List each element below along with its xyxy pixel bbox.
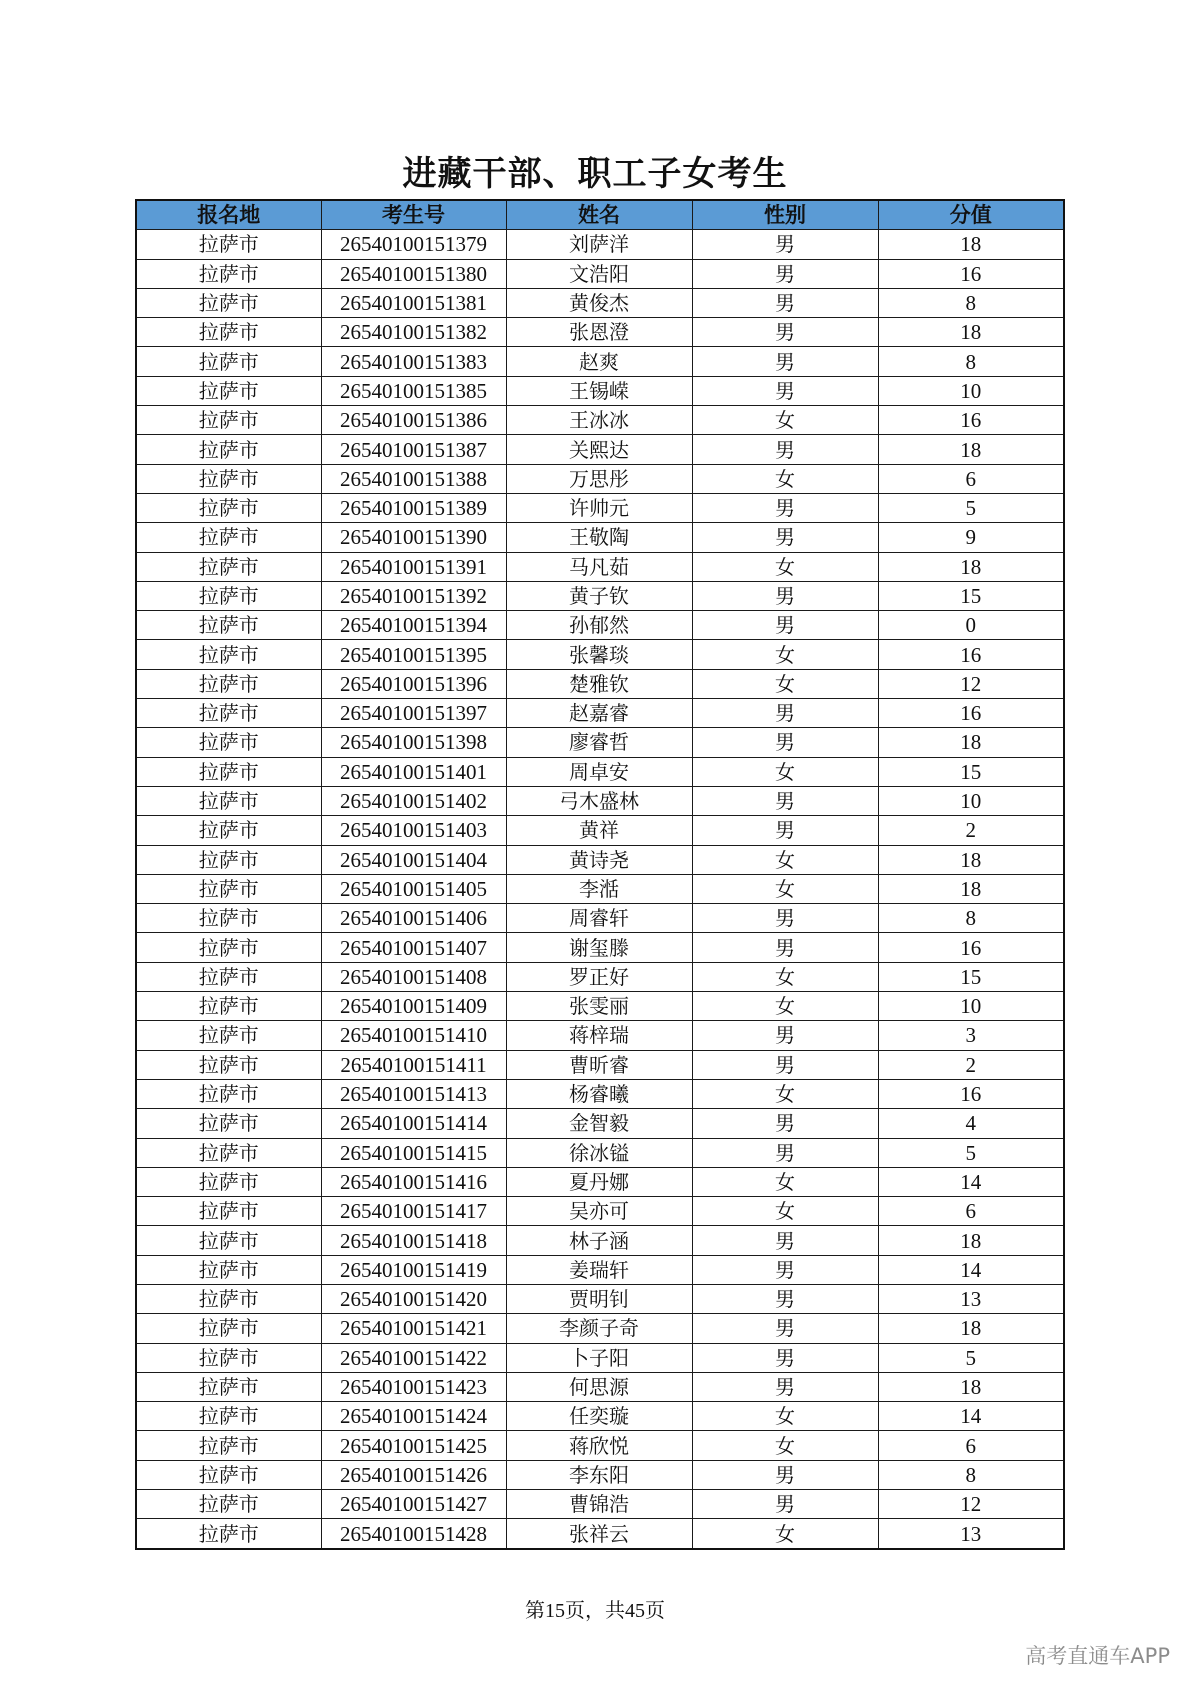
cell-name: 林子涵: [506, 1226, 692, 1255]
cell-score: 2: [878, 816, 1064, 845]
cell-region: 拉萨市: [136, 318, 321, 347]
table-row: [136, 1431, 1064, 1460]
table-row: [136, 464, 1064, 493]
cell-name: 张恩澄: [506, 318, 692, 347]
cell-gender: 女: [692, 552, 878, 581]
cell-gender: 男: [692, 1314, 878, 1343]
cell-name: 弓木盛林: [506, 786, 692, 815]
cell-gender: 女: [692, 1431, 878, 1460]
cell-region: 拉萨市: [136, 757, 321, 786]
cell-region: 拉萨市: [136, 1167, 321, 1196]
cell-exam-number: 26540100151426: [321, 1460, 506, 1489]
cell-exam-number: 26540100151413: [321, 1079, 506, 1108]
cell-gender: 女: [692, 464, 878, 493]
table-row: [136, 1490, 1064, 1519]
cell-gender: 男: [692, 1226, 878, 1255]
table-row: [136, 1284, 1064, 1313]
cell-exam-number: 26540100151396: [321, 669, 506, 698]
cell-gender: 男: [692, 1490, 878, 1519]
watermark: 高考直通车APP: [1025, 1644, 1170, 1668]
cell-gender: 男: [692, 1284, 878, 1313]
table-row: [136, 376, 1064, 405]
cell-gender: 男: [692, 611, 878, 640]
cell-region: 拉萨市: [136, 1021, 321, 1050]
cell-exam-number: 26540100151417: [321, 1197, 506, 1226]
cell-name: 姜瑞轩: [506, 1255, 692, 1284]
cell-gender: 女: [692, 1402, 878, 1431]
table-row: [136, 874, 1064, 903]
column-header-score: 分值: [878, 200, 1064, 230]
cell-exam-number: 26540100151397: [321, 699, 506, 728]
table-row: [136, 816, 1064, 845]
cell-score: 5: [878, 1138, 1064, 1167]
cell-score: 6: [878, 1431, 1064, 1460]
cell-exam-number: 26540100151418: [321, 1226, 506, 1255]
cell-exam-number: 26540100151394: [321, 611, 506, 640]
cell-score: 15: [878, 962, 1064, 991]
cell-gender: 男: [692, 259, 878, 288]
table-row: [136, 523, 1064, 552]
cell-score: 16: [878, 640, 1064, 669]
cell-region: 拉萨市: [136, 699, 321, 728]
cell-region: 拉萨市: [136, 845, 321, 874]
cell-name: 黄俊杰: [506, 288, 692, 317]
cell-score: 18: [878, 874, 1064, 903]
table-row: [136, 757, 1064, 786]
cell-gender: 女: [692, 1197, 878, 1226]
table-row: [136, 1314, 1064, 1343]
cell-exam-number: 26540100151416: [321, 1167, 506, 1196]
page-number: 第15页，共45页: [525, 1600, 665, 1622]
cell-score: 18: [878, 552, 1064, 581]
cell-exam-number: 26540100151427: [321, 1490, 506, 1519]
cell-exam-number: 26540100151388: [321, 464, 506, 493]
cell-gender: 男: [692, 288, 878, 317]
cell-region: 拉萨市: [136, 435, 321, 464]
cell-region: 拉萨市: [136, 493, 321, 522]
cell-region: 拉萨市: [136, 552, 321, 581]
cell-score: 9: [878, 523, 1064, 552]
cell-name: 李东阳: [506, 1460, 692, 1489]
cell-name: 金智毅: [506, 1109, 692, 1138]
cell-exam-number: 26540100151425: [321, 1431, 506, 1460]
cell-exam-number: 26540100151386: [321, 406, 506, 435]
cell-region: 拉萨市: [136, 1519, 321, 1549]
cell-region: 拉萨市: [136, 1431, 321, 1460]
table-row: [136, 318, 1064, 347]
cell-gender: 男: [692, 816, 878, 845]
cell-gender: 男: [692, 904, 878, 933]
cell-region: 拉萨市: [136, 581, 321, 610]
cell-region: 拉萨市: [136, 1284, 321, 1313]
cell-score: 18: [878, 728, 1064, 757]
cell-gender: 女: [692, 669, 878, 698]
table-row: [136, 1343, 1064, 1372]
cell-gender: 女: [692, 406, 878, 435]
cell-gender: 男: [692, 581, 878, 610]
table-row: [136, 1167, 1064, 1196]
table-row: [136, 904, 1064, 933]
cell-exam-number: 26540100151406: [321, 904, 506, 933]
cell-exam-number: 26540100151385: [321, 376, 506, 405]
cell-score: 6: [878, 464, 1064, 493]
cell-exam-number: 26540100151422: [321, 1343, 506, 1372]
cell-score: 15: [878, 581, 1064, 610]
cell-region: 拉萨市: [136, 1197, 321, 1226]
cell-name: 张祥云: [506, 1519, 692, 1549]
cell-score: 16: [878, 1079, 1064, 1108]
table-row: [136, 435, 1064, 464]
cell-exam-number: 26540100151409: [321, 992, 506, 1021]
table-row: [136, 1519, 1064, 1549]
cell-region: 拉萨市: [136, 1490, 321, 1519]
cell-exam-number: 26540100151389: [321, 493, 506, 522]
cell-exam-number: 26540100151382: [321, 318, 506, 347]
cell-name: 夏丹娜: [506, 1167, 692, 1196]
cell-gender: 男: [692, 1109, 878, 1138]
cell-exam-number: 26540100151401: [321, 757, 506, 786]
cell-name: 卜子阳: [506, 1343, 692, 1372]
cell-gender: 男: [692, 1343, 878, 1372]
column-header-gender: 性别: [692, 200, 878, 230]
cell-gender: 男: [692, 318, 878, 347]
cell-gender: 男: [692, 728, 878, 757]
table-body: [136, 230, 1064, 1549]
cell-name: 孙郁然: [506, 611, 692, 640]
cell-score: 10: [878, 376, 1064, 405]
cell-exam-number: 26540100151403: [321, 816, 506, 845]
table-row: [136, 640, 1064, 669]
cell-region: 拉萨市: [136, 1226, 321, 1255]
cell-gender: 男: [692, 1460, 878, 1489]
cell-gender: 男: [692, 699, 878, 728]
cell-region: 拉萨市: [136, 259, 321, 288]
cell-name: 黄子钦: [506, 581, 692, 610]
cell-region: 拉萨市: [136, 1343, 321, 1372]
cell-name: 罗正好: [506, 962, 692, 991]
cell-score: 12: [878, 669, 1064, 698]
cell-region: 拉萨市: [136, 933, 321, 962]
cell-name: 万思彤: [506, 464, 692, 493]
cell-name: 周睿轩: [506, 904, 692, 933]
cell-name: 黄诗尧: [506, 845, 692, 874]
cell-gender: 男: [692, 1372, 878, 1401]
cell-gender: 女: [692, 992, 878, 1021]
cell-exam-number: 26540100151424: [321, 1402, 506, 1431]
cell-gender: 男: [692, 493, 878, 522]
cell-score: 18: [878, 1372, 1064, 1401]
cell-gender: 女: [692, 1519, 878, 1549]
cell-region: 拉萨市: [136, 669, 321, 698]
cell-score: 5: [878, 493, 1064, 522]
cell-gender: 男: [692, 1138, 878, 1167]
table-row: [136, 699, 1064, 728]
cell-name: 王冰冰: [506, 406, 692, 435]
cell-score: 14: [878, 1402, 1064, 1431]
cell-exam-number: 26540100151410: [321, 1021, 506, 1050]
cell-gender: 男: [692, 347, 878, 376]
cell-exam-number: 26540100151398: [321, 728, 506, 757]
cell-region: 拉萨市: [136, 874, 321, 903]
cell-name: 廖睿哲: [506, 728, 692, 757]
cell-name: 蒋梓瑞: [506, 1021, 692, 1050]
cell-gender: 男: [692, 1050, 878, 1079]
cell-score: 16: [878, 933, 1064, 962]
cell-region: 拉萨市: [136, 1079, 321, 1108]
cell-gender: 女: [692, 1167, 878, 1196]
table-row: [136, 992, 1064, 1021]
table-row: [136, 1050, 1064, 1079]
cell-score: 6: [878, 1197, 1064, 1226]
cell-exam-number: 26540100151380: [321, 259, 506, 288]
cell-exam-number: 26540100151414: [321, 1109, 506, 1138]
cell-exam-number: 26540100151411: [321, 1050, 506, 1079]
table-row: [136, 786, 1064, 815]
cell-gender: 男: [692, 523, 878, 552]
cell-exam-number: 26540100151387: [321, 435, 506, 464]
table-row: [136, 669, 1064, 698]
cell-score: 18: [878, 435, 1064, 464]
cell-exam-number: 26540100151395: [321, 640, 506, 669]
cell-exam-number: 26540100151379: [321, 230, 506, 259]
cell-region: 拉萨市: [136, 904, 321, 933]
cell-score: 16: [878, 699, 1064, 728]
cell-name: 曹锦浩: [506, 1490, 692, 1519]
table-row: [136, 1021, 1064, 1050]
cell-score: 18: [878, 845, 1064, 874]
table-row: [136, 581, 1064, 610]
cell-exam-number: 26540100151402: [321, 786, 506, 815]
cell-name: 马凡茹: [506, 552, 692, 581]
cell-region: 拉萨市: [136, 728, 321, 757]
cell-region: 拉萨市: [136, 816, 321, 845]
cell-name: 吴亦可: [506, 1197, 692, 1226]
cell-exam-number: 26540100151428: [321, 1519, 506, 1549]
cell-gender: 女: [692, 1079, 878, 1108]
cell-region: 拉萨市: [136, 1138, 321, 1167]
cell-name: 杨睿曦: [506, 1079, 692, 1108]
column-header-name: 姓名: [506, 200, 692, 230]
table-row: [136, 347, 1064, 376]
cell-region: 拉萨市: [136, 376, 321, 405]
cell-exam-number: 26540100151404: [321, 845, 506, 874]
column-header-exam-number: 考生号: [321, 200, 506, 230]
cell-name: 周卓安: [506, 757, 692, 786]
table-row: [136, 406, 1064, 435]
cell-name: 李颜子奇: [506, 1314, 692, 1343]
cell-name: 张雯丽: [506, 992, 692, 1021]
table-row: [136, 845, 1064, 874]
cell-region: 拉萨市: [136, 347, 321, 376]
cell-region: 拉萨市: [136, 1372, 321, 1401]
cell-gender: 男: [692, 1255, 878, 1284]
cell-score: 14: [878, 1255, 1064, 1284]
cell-name: 谢玺滕: [506, 933, 692, 962]
cell-exam-number: 26540100151423: [321, 1372, 506, 1401]
cell-region: 拉萨市: [136, 992, 321, 1021]
table-row: [136, 728, 1064, 757]
cell-exam-number: 26540100151381: [321, 288, 506, 317]
table-row: [136, 1197, 1064, 1226]
table-row: [136, 259, 1064, 288]
cell-name: 蒋欣悦: [506, 1431, 692, 1460]
cell-exam-number: 26540100151415: [321, 1138, 506, 1167]
cell-name: 曹昕睿: [506, 1050, 692, 1079]
cell-exam-number: 26540100151407: [321, 933, 506, 962]
cell-region: 拉萨市: [136, 611, 321, 640]
cell-region: 拉萨市: [136, 230, 321, 259]
table-row: [136, 1138, 1064, 1167]
table-row: [136, 1226, 1064, 1255]
cell-region: 拉萨市: [136, 1109, 321, 1138]
cell-region: 拉萨市: [136, 1460, 321, 1489]
cell-exam-number: 26540100151390: [321, 523, 506, 552]
cell-name: 王敬陶: [506, 523, 692, 552]
cell-name: 刘萨洋: [506, 230, 692, 259]
cell-score: 13: [878, 1519, 1064, 1549]
table-row: [136, 552, 1064, 581]
cell-region: 拉萨市: [136, 1255, 321, 1284]
cell-exam-number: 26540100151392: [321, 581, 506, 610]
cell-region: 拉萨市: [136, 288, 321, 317]
table-row: [136, 1372, 1064, 1401]
cell-region: 拉萨市: [136, 962, 321, 991]
cell-region: 拉萨市: [136, 1402, 321, 1431]
cell-score: 8: [878, 288, 1064, 317]
cell-score: 16: [878, 259, 1064, 288]
cell-score: 10: [878, 786, 1064, 815]
cell-gender: 女: [692, 962, 878, 991]
cell-region: 拉萨市: [136, 640, 321, 669]
cell-name: 张馨琰: [506, 640, 692, 669]
cell-region: 拉萨市: [136, 1314, 321, 1343]
cell-score: 8: [878, 347, 1064, 376]
table-row: [136, 962, 1064, 991]
table-row: [136, 230, 1064, 259]
cell-exam-number: 26540100151419: [321, 1255, 506, 1284]
cell-score: 4: [878, 1109, 1064, 1138]
cell-score: 18: [878, 318, 1064, 347]
cell-exam-number: 26540100151405: [321, 874, 506, 903]
cell-name: 赵嘉睿: [506, 699, 692, 728]
cell-name: 徐冰镒: [506, 1138, 692, 1167]
cell-score: 8: [878, 904, 1064, 933]
cell-score: 18: [878, 1314, 1064, 1343]
cell-gender: 男: [692, 435, 878, 464]
cell-region: 拉萨市: [136, 464, 321, 493]
cell-score: 18: [878, 1226, 1064, 1255]
header-row: [136, 200, 1064, 230]
cell-name: 许帅元: [506, 493, 692, 522]
cell-exam-number: 26540100151420: [321, 1284, 506, 1313]
cell-region: 拉萨市: [136, 1050, 321, 1079]
cell-score: 16: [878, 406, 1064, 435]
cell-gender: 男: [692, 933, 878, 962]
cell-name: 文浩阳: [506, 259, 692, 288]
cell-gender: 女: [692, 845, 878, 874]
cell-score: 8: [878, 1460, 1064, 1489]
table-row: [136, 933, 1064, 962]
cell-gender: 女: [692, 757, 878, 786]
cell-score: 10: [878, 992, 1064, 1021]
cell-exam-number: 26540100151383: [321, 347, 506, 376]
cell-name: 赵爽: [506, 347, 692, 376]
table-row: [136, 1109, 1064, 1138]
cell-name: 任奕璇: [506, 1402, 692, 1431]
cell-score: 15: [878, 757, 1064, 786]
cell-name: 关熙达: [506, 435, 692, 464]
cell-exam-number: 26540100151408: [321, 962, 506, 991]
cell-gender: 男: [692, 230, 878, 259]
cell-name: 黄祥: [506, 816, 692, 845]
cell-exam-number: 26540100151391: [321, 552, 506, 581]
cell-name: 何思源: [506, 1372, 692, 1401]
cell-gender: 女: [692, 640, 878, 669]
cell-gender: 女: [692, 874, 878, 903]
cell-region: 拉萨市: [136, 523, 321, 552]
column-header-region: 报名地: [136, 200, 321, 230]
cell-exam-number: 26540100151421: [321, 1314, 506, 1343]
cell-name: 贾明钊: [506, 1284, 692, 1313]
cell-score: 14: [878, 1167, 1064, 1196]
table-row: [136, 1255, 1064, 1284]
cell-name: 李湉: [506, 874, 692, 903]
cell-score: 0: [878, 611, 1064, 640]
table-row: [136, 288, 1064, 317]
cell-score: 2: [878, 1050, 1064, 1079]
cell-score: 13: [878, 1284, 1064, 1313]
page-title: 进藏干部、职工子女考生: [402, 154, 788, 194]
table-row: [136, 611, 1064, 640]
cell-score: 5: [878, 1343, 1064, 1372]
cell-score: 12: [878, 1490, 1064, 1519]
table-row: [136, 1079, 1064, 1108]
cell-name: 楚雅钦: [506, 669, 692, 698]
cell-name: 王锡嵘: [506, 376, 692, 405]
cell-region: 拉萨市: [136, 786, 321, 815]
table-row: [136, 493, 1064, 522]
cell-gender: 男: [692, 376, 878, 405]
cell-region: 拉萨市: [136, 406, 321, 435]
cell-gender: 男: [692, 786, 878, 815]
cell-gender: 男: [692, 1021, 878, 1050]
cell-score: 18: [878, 230, 1064, 259]
table-row: [136, 1402, 1064, 1431]
table-row: [136, 1460, 1064, 1489]
roster-table: [135, 199, 1065, 1550]
cell-score: 3: [878, 1021, 1064, 1050]
